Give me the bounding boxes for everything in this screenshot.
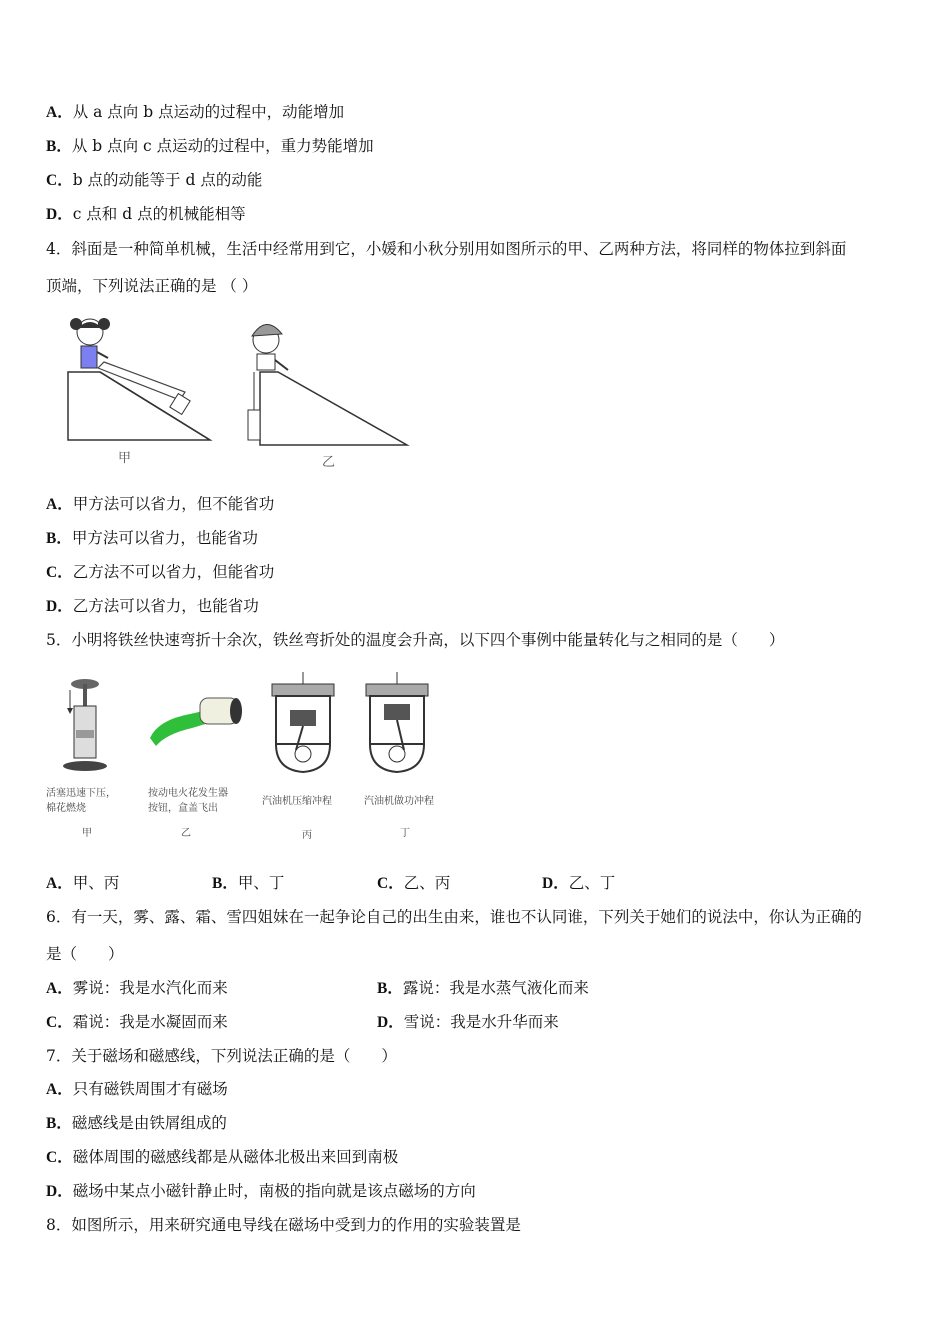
- caption-bing-label: 丙: [302, 830, 312, 841]
- q6-option-c: C．霜说：我是水凝固而来: [46, 1013, 228, 1031]
- engine-compression-figure: [272, 672, 334, 772]
- q7-stem: 7．关于磁场和磁感线，下列说法正确的是（ ）: [46, 1047, 397, 1065]
- q4-option-b: B．甲方法可以省力，也能省功: [46, 529, 258, 547]
- q7-option-d: D．磁场中某点小磁针静止时，南极的指向就是该点磁场的方向: [46, 1182, 476, 1200]
- q7-option-b: B．磁感线是由铁屑组成的: [46, 1114, 227, 1132]
- q4-option-c: C．乙方法不可以省力，但能省功: [46, 563, 275, 581]
- caption-jia-line2: 棉花燃烧: [46, 803, 86, 814]
- engine-power-figure: [366, 672, 428, 772]
- q7-option-c: C．磁体周围的磁感线都是从磁体北极出来回到南极: [46, 1148, 399, 1166]
- fig-label-jia: 甲: [118, 451, 132, 466]
- q4-option-d: D．乙方法可以省力，也能省功: [46, 597, 259, 615]
- fig-label-yi: 乙: [322, 455, 336, 470]
- caption-bing-line1: 汽油机压缩冲程: [262, 796, 332, 807]
- caption-yi-line1: 按动电火花发生器: [148, 788, 228, 799]
- q3-option-b: B．从 b 点向 c 点运动的过程中，重力势能增加: [46, 137, 374, 155]
- q8-stem: 8．如图所示，用来研究通电导线在磁场中受到力的作用的实验装置是: [46, 1216, 521, 1234]
- caption-ding-label: 丁: [400, 828, 410, 839]
- caption-jia-label: 甲: [82, 828, 92, 839]
- spark-generator-figure: [150, 698, 242, 746]
- q4-stem-line1: 4．斜面是一种简单机械，生活中经常用到它，小媛和小秋分别用如图所示的甲、乙两种方法，将同样的物体拉到斜面: [46, 240, 847, 258]
- q5-option-c: C．乙、丙: [377, 874, 451, 892]
- q4-option-a: A．甲方法可以省力，但不能省功: [46, 495, 275, 513]
- caption-jia-line1: 活塞迅速下压，: [46, 788, 116, 799]
- caption-yi-label: 乙: [181, 828, 191, 839]
- q5-stem: 5．小明将铁丝快速弯折十余次，铁丝弯折处的温度会升高，以下四个事例中能量转化与之相同的是（ ）: [46, 631, 785, 649]
- q5-figures: [40, 670, 460, 790]
- piston-figure: [63, 679, 107, 771]
- q3-option-c: C．b 点的动能等于 d 点的动能: [46, 171, 263, 189]
- q5-option-b: B．甲、丁: [212, 874, 285, 892]
- q4-stem-line2: 顶端，下列说法正确的是 （ ）: [46, 277, 258, 295]
- q6-option-a: A．雾说：我是水汽化而来: [46, 979, 228, 997]
- q3-option-d: D．c 点和 d 点的机械能相等: [46, 205, 246, 223]
- incline-jia: [68, 318, 210, 440]
- q5-option-a: A．甲、丙: [46, 874, 120, 892]
- q3-option-a: A．从 a 点向 b 点运动的过程中，动能增加: [46, 103, 345, 121]
- q5-option-d: D．乙、丁: [542, 874, 616, 892]
- caption-yi-line2: 按钮，盒盖飞出: [148, 803, 218, 814]
- caption-ding-line1: 汽油机做功冲程: [364, 796, 434, 807]
- incline-yi: [248, 324, 407, 445]
- q6-stem-line2: 是（ ）: [46, 945, 124, 963]
- q4-figure: [60, 310, 420, 475]
- q6-option-d: D．雪说：我是水升华而来: [377, 1013, 559, 1031]
- q7-option-a: A．只有磁铁周围才有磁场: [46, 1080, 228, 1098]
- q6-stem-line1: 6．有一天，雾、露、霜、雪四姐妹在一起争论自己的出生由来，谁也不认同谁，下列关于她们的说法中，你认为正确的: [46, 908, 862, 926]
- q6-option-b: B．露说：我是水蒸气液化而来: [377, 979, 589, 997]
